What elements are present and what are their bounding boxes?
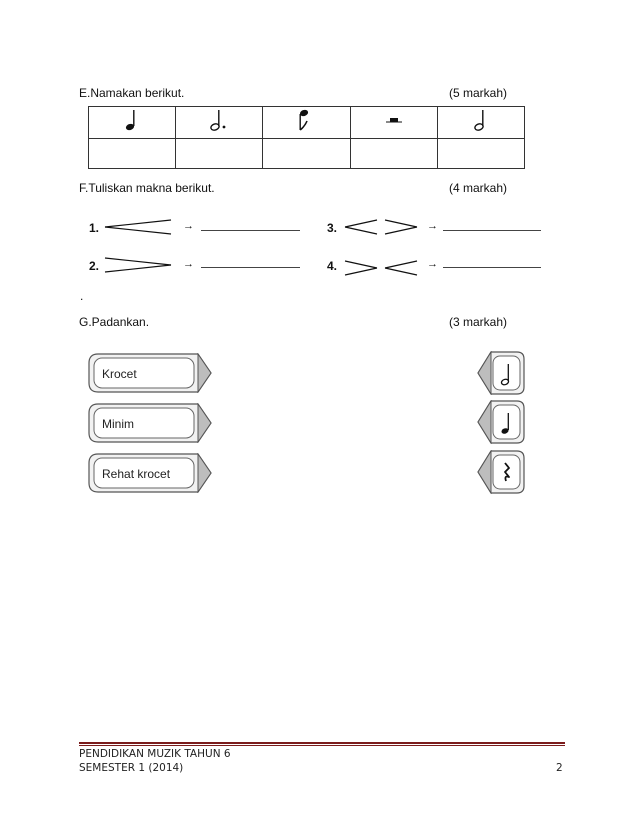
answer-cell-5[interactable] (437, 139, 524, 169)
section-g-heading: G.Padankan. (79, 315, 150, 329)
answer-line-2[interactable] (201, 267, 300, 268)
arrow-4: → (427, 258, 438, 270)
minim-rest-icon (382, 107, 406, 133)
item-1-number: 1. (89, 221, 100, 235)
section-e-heading: E.Namakan berikut. (79, 86, 185, 100)
dotted-minim-note-icon (207, 107, 231, 133)
section-g-marks: (3 markah) (449, 315, 508, 329)
symbol-row (89, 107, 525, 139)
decrescendo-icon (103, 256, 173, 274)
symbol-cell-5 (437, 107, 524, 139)
symbol-cell-4 (350, 107, 437, 139)
answer-cell-3[interactable] (263, 139, 350, 169)
arrow-3: → (427, 220, 438, 232)
note-box-3[interactable] (477, 450, 525, 494)
footer-semester: SEMESTER 1 (2014) (79, 762, 184, 774)
page-number: 2 (556, 762, 563, 774)
label-minim-text: Minim (102, 417, 134, 431)
item-3-number: 3. (327, 221, 338, 235)
symbol-cell-1 (89, 107, 176, 139)
answer-cell-4[interactable] (350, 139, 437, 169)
item-4-number: 4. (327, 259, 338, 273)
note-box-2[interactable] (477, 400, 525, 444)
minim-note-icon (471, 107, 491, 133)
answer-line-4[interactable] (443, 267, 541, 268)
answer-line-1[interactable] (201, 230, 300, 231)
crotchet-note-icon (122, 107, 142, 133)
footer-subject: PENDIDIKAN MUZIK TAHUN 6 (79, 748, 231, 760)
label-box-minim[interactable] (88, 403, 212, 443)
section-f-marks: (4 markah) (449, 181, 508, 195)
section-f-heading: F.Tuliskan makna berikut. (79, 181, 215, 195)
answer-cell-2[interactable] (176, 139, 263, 169)
crescendo-decrescendo-icon (343, 218, 419, 236)
symbol-cell-3 (263, 107, 350, 139)
crescendo-icon (103, 218, 173, 236)
decrescendo-crescendo-icon (343, 258, 419, 276)
footer-rule (79, 742, 565, 746)
symbol-cell-2 (176, 107, 263, 139)
label-krocet-text: Krocet (102, 367, 137, 381)
section-e-marks: (5 markah) (449, 86, 508, 100)
label-box-rehat-krocet[interactable] (88, 453, 212, 493)
answer-line-3[interactable] (443, 230, 541, 231)
arrow-2: → (183, 258, 194, 270)
label-box-krocet[interactable] (88, 353, 212, 393)
item-2-number: 2. (89, 259, 100, 273)
answer-row (89, 139, 525, 169)
arrow-1: → (183, 220, 194, 232)
quaver-note-icon (296, 107, 316, 133)
notes-table (88, 106, 525, 169)
note-box-1[interactable] (477, 351, 525, 395)
separator-dot: . (80, 289, 84, 303)
answer-cell-1[interactable] (89, 139, 176, 169)
label-rehat-krocet-text: Rehat krocet (102, 467, 171, 481)
